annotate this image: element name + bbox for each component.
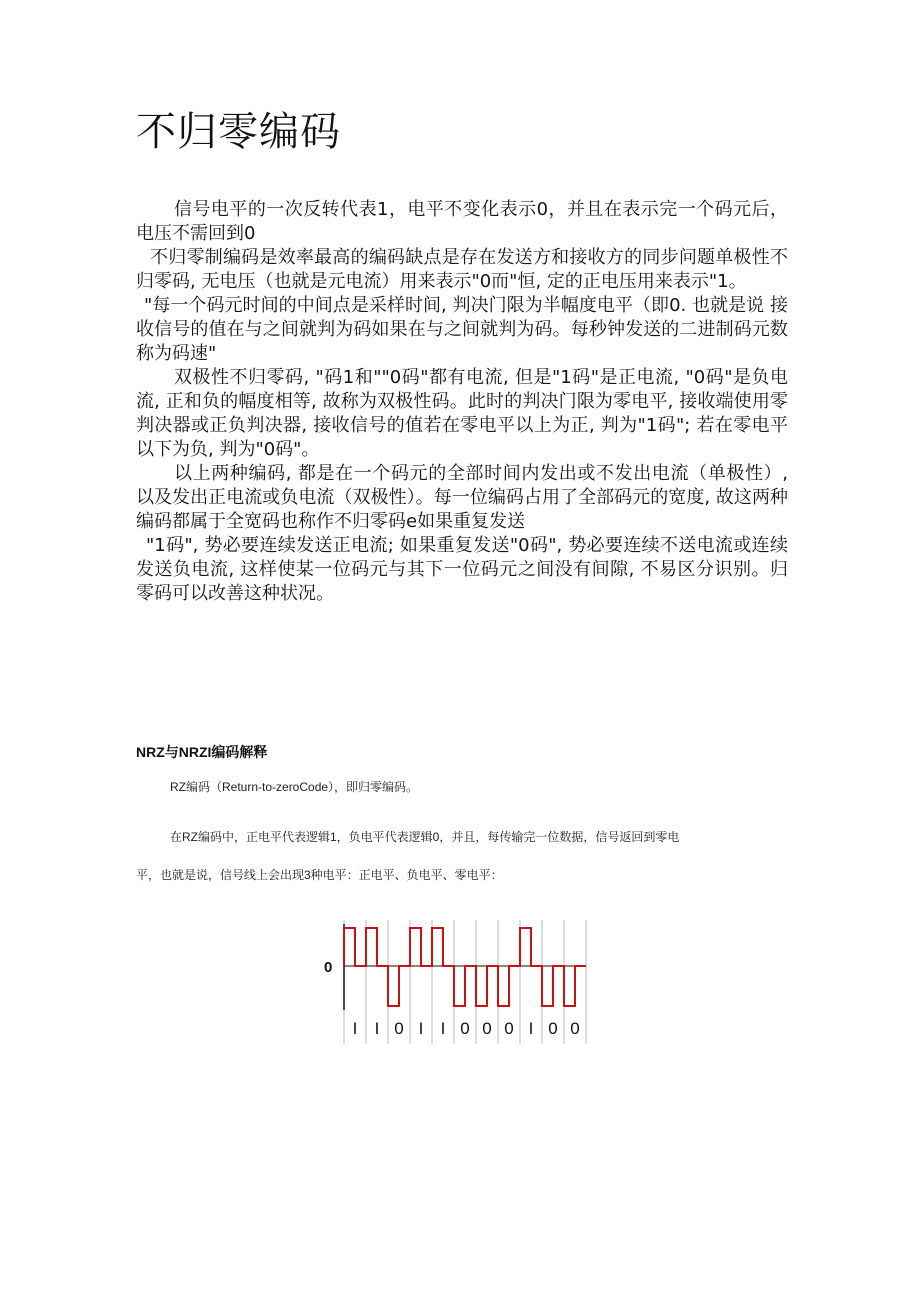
bit-label: 0 (570, 1019, 580, 1038)
page-title: 不归零编码 (136, 109, 341, 155)
paragraph-6: "1码", 势必要连续发送正电流; 如果重复发送"0码", 势必要连续不送电流或连续发送负电流, 这样使某一位码元与其下一位码元之间没有间隙, 不易区分识别。归零码可以改善这种状况。 (136, 535, 788, 604)
bit-label: I (352, 1019, 358, 1038)
bit-label: 0 (482, 1019, 492, 1038)
section-line-3: 平，也就是说，信号线上会出现3种电平：正电平、负电平、零电平： (136, 868, 503, 882)
bit-labels (353, 1019, 580, 1038)
paragraph-4: 双极性不归零码, "码1和""0码"都有电流, 但是"1码"是正电流, "0码"是负电流, 正和负的幅度相等, 故称为双极性码。此时的判决门限为零电平, 接收端使用零判决器或正负判决器, 接收信号的值若在零电平以上为正, 判为"1码"; 若在零电平以下为负, 判为"0码"。 (136, 367, 788, 460)
bit-label: 0 (504, 1019, 514, 1038)
paragraph-3: "每一个码元时间的中间点是采样时间, 判决门限为半幅度电平（即0. 也就是说 接收信号的值在与之间就判为码如果在与之间就判为码。每秒钟发送的二进制码元数称为码速" (136, 295, 788, 364)
rz-waveform-diagram (318, 918, 594, 1048)
paragraph-5: 以上两种编码, 都是在一个码元的全部时间内发出或不发出电流（单极性）, 以及发出正电流或负电流（双极性）。每一位编码占用了全部码元的宽度, 故这两种编码都属于全宽码也称作不归零码e如果重复发送 (136, 463, 788, 532)
paragraph-1: 信号电平的一次反转代表1，电平不变化表示0，并且在表示完一个码元后，电压不需回到0 (136, 199, 788, 244)
zero-level-label: 0 (324, 959, 333, 976)
section-line-2: 在RZ编码中，正电平代表逻辑1，负电平代表逻辑0，并且，每传输完一位数据，信号返回到零电 (170, 830, 680, 844)
paragraph-2: 不归零制编码是效率最高的编码缺点是存在发送方和接收方的同步问题单极性不归零码, 无电压（也就是元电流）用来表示"0而"恒, 定的正电压用来表示"1。 (136, 247, 788, 292)
section-title: NRZ与NRZI编码解释 (136, 744, 268, 760)
section-line-1: RZ编码（Return-to-zeroCode），即归零编码。 (170, 780, 419, 794)
bit-label: I (418, 1019, 424, 1038)
bit-label: 0 (460, 1019, 470, 1038)
bit-label: I (374, 1019, 380, 1038)
bit-label: I (528, 1019, 534, 1038)
bit-label: I (440, 1019, 446, 1038)
bit-label: 0 (394, 1019, 404, 1038)
rz-signal-trace (344, 928, 586, 1006)
bit-label: 0 (548, 1019, 558, 1038)
